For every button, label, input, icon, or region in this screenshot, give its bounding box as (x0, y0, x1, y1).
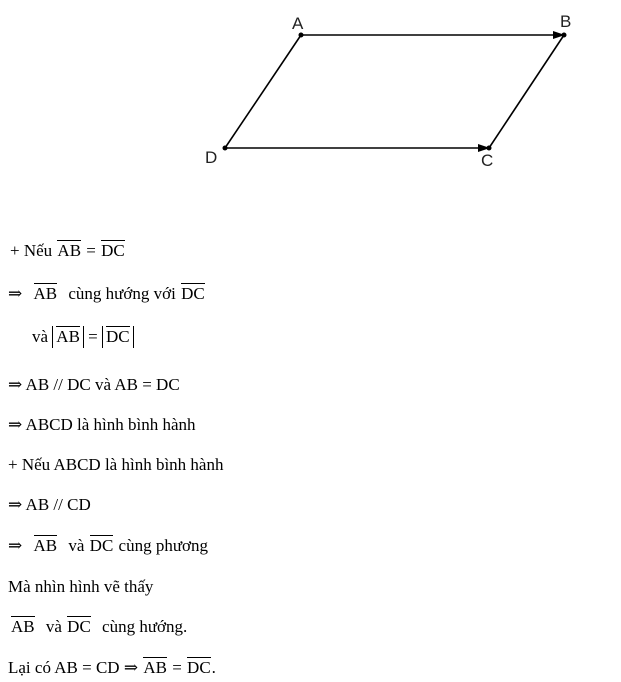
line11-end: . (211, 658, 216, 677)
vector-dc: DC (67, 617, 91, 636)
vector-dc: DC (187, 658, 211, 677)
vector-ab: AB (56, 327, 80, 346)
vector-ab: AB (143, 658, 167, 677)
line11-pre: Lại có AB = CD ⇒ (8, 658, 139, 677)
proof-line-9: Mà nhìn hình vẽ thấy (8, 577, 154, 596)
proof-line-8 (8, 535, 208, 557)
implies-symbol: ⇒ (8, 536, 23, 555)
vector-dc: DC (89, 536, 114, 555)
proof-line-1 (10, 240, 126, 262)
line11-eq: = (172, 658, 182, 677)
label-d: D (205, 148, 218, 167)
line2-mid: cùng hướng với (68, 284, 176, 303)
line3-pre: và (32, 327, 49, 346)
vector-ab: AB (33, 284, 58, 303)
vector-dc: DC (106, 327, 130, 346)
vector-ab: AB (33, 536, 58, 555)
proof-line-5: ⇒ ABCD là hình bình hành (8, 415, 196, 434)
vector-dc: DC (181, 284, 205, 303)
line10-tail: cùng hướng. (102, 617, 188, 636)
vector-ab: AB (57, 241, 82, 260)
segment-ad (225, 35, 301, 148)
proof-line-3 (32, 326, 134, 348)
line8-tail: cùng phương (118, 536, 209, 555)
line3-eq: = (88, 327, 98, 346)
label-a: A (292, 14, 304, 33)
label-b: B (560, 12, 572, 31)
point-c-dot (487, 146, 492, 151)
proof-line-4: ⇒ AB // DC và AB = DC (8, 375, 180, 394)
segment-bc (489, 35, 564, 148)
point-d-dot (223, 146, 228, 151)
magnitude-dc (102, 326, 134, 348)
proof-line-7: ⇒ AB // CD (8, 495, 91, 514)
point-a-dot (299, 33, 304, 38)
line10-mid: và (45, 617, 62, 636)
vector-ab: AB (11, 617, 35, 636)
proof-line-2 (8, 283, 206, 305)
line1-eq: = (86, 241, 96, 260)
proof-line-10 (10, 616, 187, 638)
parallelogram-figure (0, 0, 621, 200)
line1-prefix: + Nếu (10, 241, 53, 260)
line8-mid: và (68, 536, 85, 555)
label-c: C (481, 151, 494, 170)
proof-line-6: + Nếu ABCD là hình bình hành (8, 455, 224, 474)
point-b-dot (562, 33, 567, 38)
proof-line-11 (8, 657, 216, 679)
implies-symbol: ⇒ (8, 284, 23, 303)
magnitude-ab (52, 326, 84, 348)
vector-dc: DC (101, 241, 125, 260)
